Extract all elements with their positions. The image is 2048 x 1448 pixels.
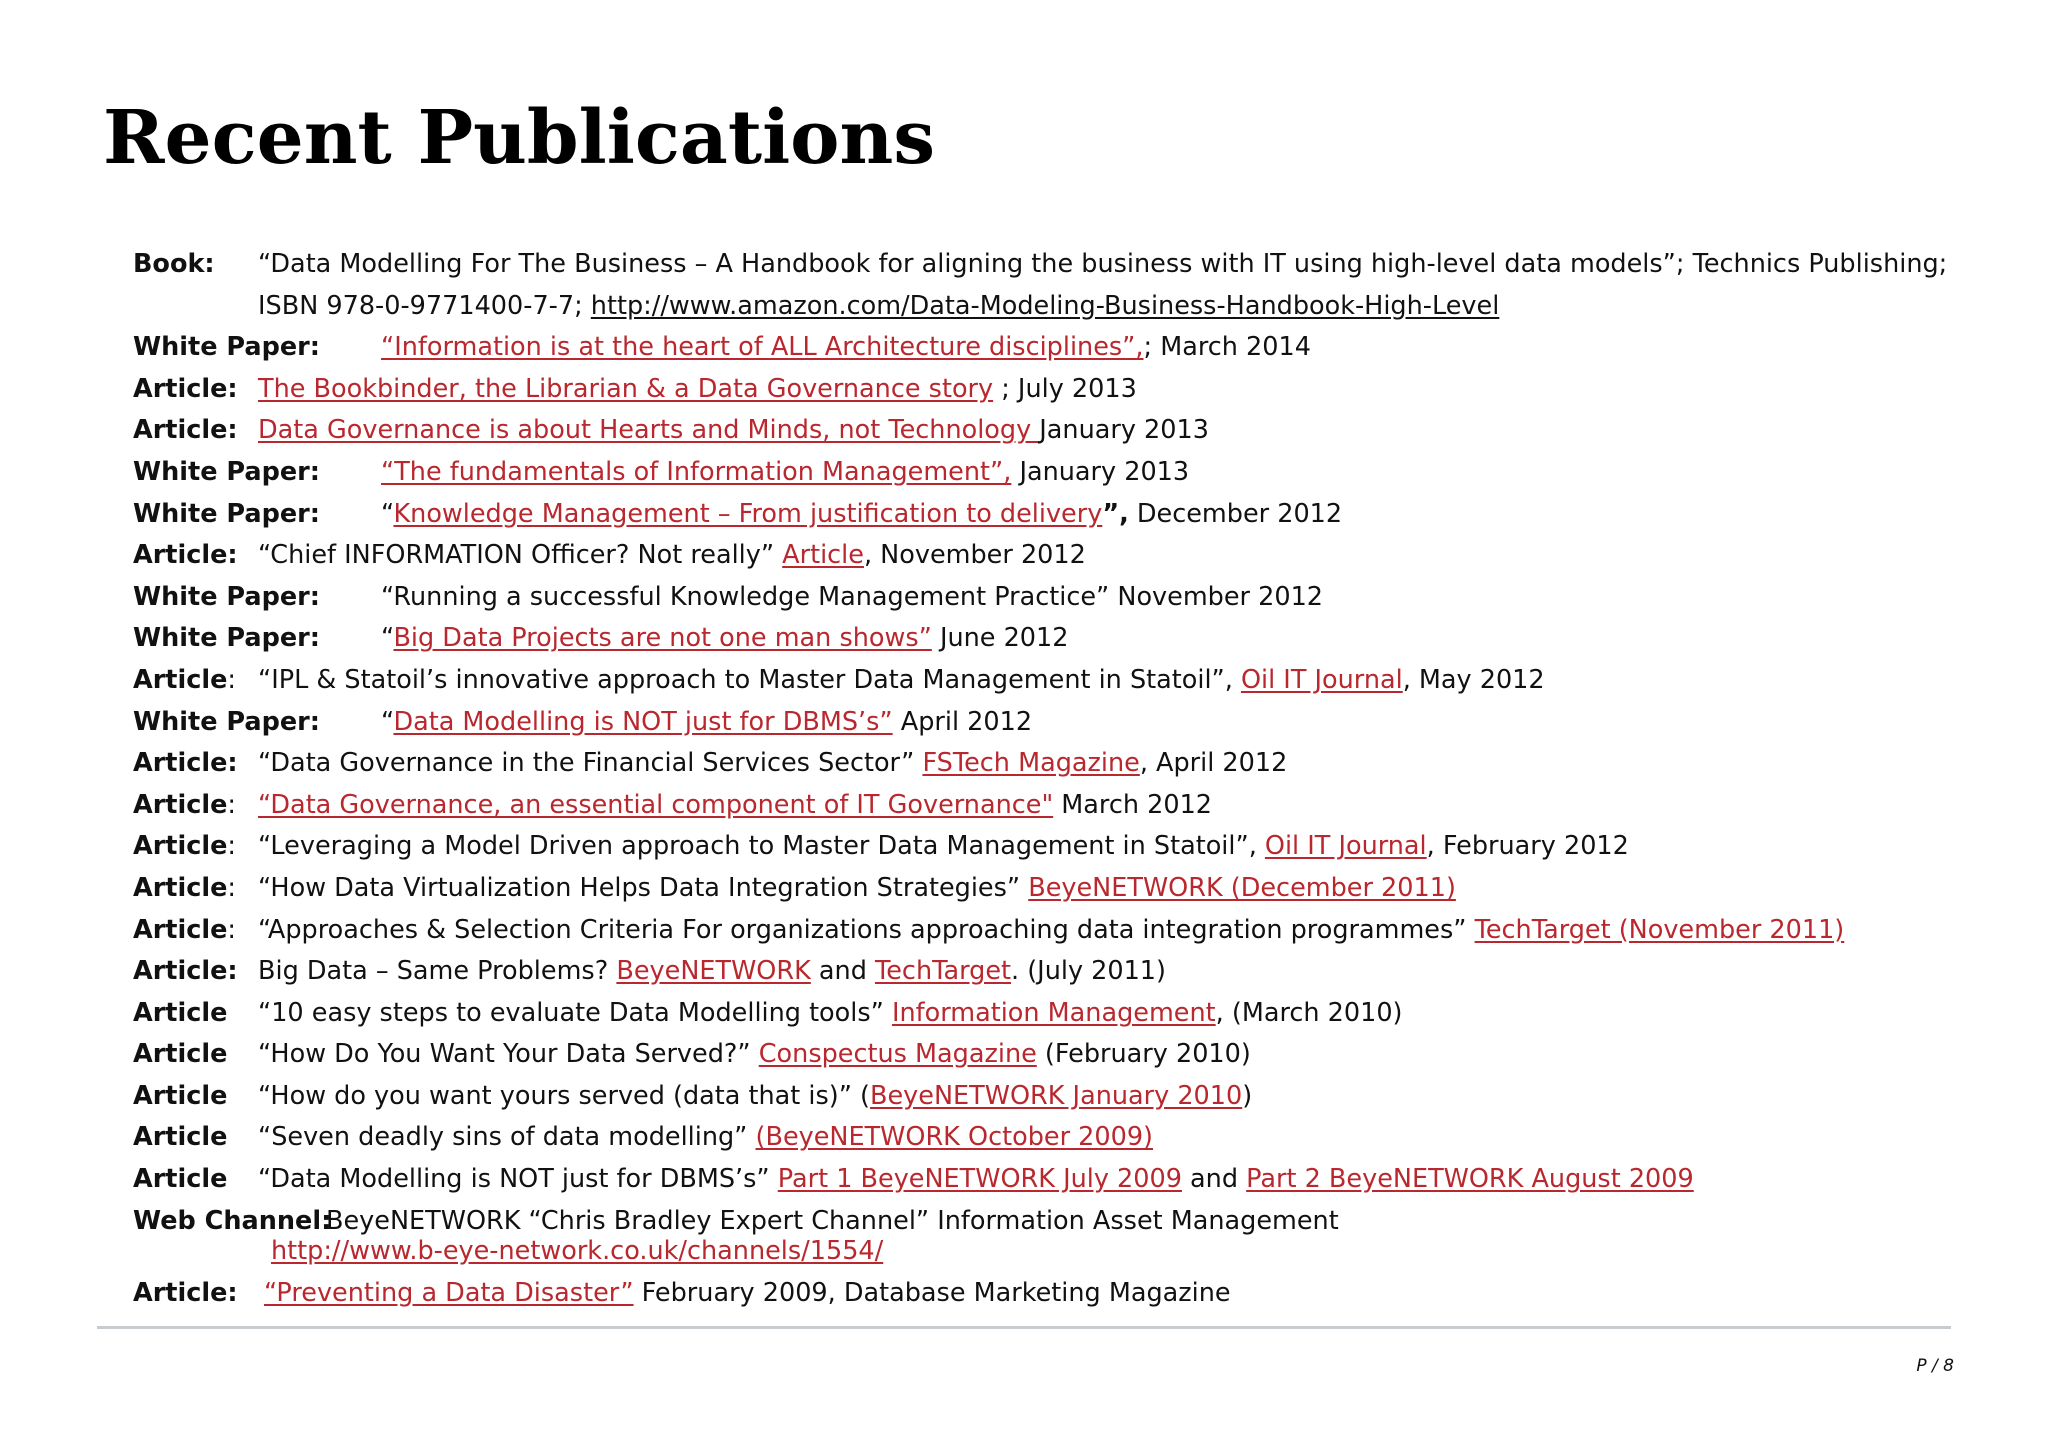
publication-link[interactable]: BeyeNETWORK bbox=[616, 956, 811, 987]
publication-type: Article: bbox=[133, 748, 238, 779]
publication-date: January 2013 bbox=[1011, 456, 1190, 487]
publication-date: December 2012 bbox=[1128, 498, 1343, 529]
publication-item bbox=[133, 577, 1993, 619]
publication-link[interactable]: “Data Governance, an essential component of IT Governance" bbox=[258, 789, 1054, 820]
publication-item bbox=[133, 1076, 1993, 1118]
label-colon: : bbox=[227, 831, 236, 862]
publication-date: , April 2012 bbox=[1139, 748, 1288, 779]
publication-date: February 2009, Database Marketing Magazine bbox=[633, 1277, 1231, 1308]
footer-divider bbox=[97, 1326, 1951, 1329]
publication-title: “IPL & Statoil’s innovative approach to Master Data Management in Statoil”, bbox=[258, 664, 1241, 695]
publication-item bbox=[133, 1159, 1993, 1201]
connector-text: and bbox=[810, 956, 875, 987]
publication-item bbox=[133, 1201, 1993, 1273]
publication-type: White Paper: bbox=[133, 623, 320, 654]
publication-item bbox=[133, 1034, 1993, 1076]
label-colon: : bbox=[227, 872, 236, 903]
publication-link[interactable]: FSTech Magazine bbox=[922, 748, 1140, 779]
publication-item-continued bbox=[133, 286, 1993, 328]
quote-open: “ bbox=[381, 498, 394, 529]
publication-link[interactable]: Data Governance is about Hearts and Minds, not Technology bbox=[258, 415, 1040, 446]
publication-title: Big Data – Same Problems? bbox=[258, 956, 617, 987]
publication-type: Article bbox=[133, 664, 228, 695]
page-number: P / 8 bbox=[1916, 1356, 1954, 1376]
publication-item bbox=[133, 1273, 1993, 1315]
publication-item bbox=[133, 535, 1993, 577]
connector-text: and bbox=[1181, 1164, 1247, 1195]
publication-title: “Approaches & Selection Criteria For organizations approaching data integration programmes” bbox=[258, 914, 1475, 945]
publication-date: March 2012 bbox=[1053, 789, 1213, 820]
publication-type: Article: bbox=[133, 373, 238, 404]
publication-item bbox=[133, 452, 1993, 494]
publication-date: January 2013 bbox=[1039, 415, 1209, 446]
publication-type: Article bbox=[133, 1039, 228, 1070]
publication-item bbox=[133, 1117, 1993, 1159]
publication-item bbox=[133, 244, 1993, 286]
publication-date: ; March 2014 bbox=[1143, 332, 1311, 363]
channel-link[interactable]: http://www.b-eye-network.co.uk/channels/1554/ bbox=[271, 1235, 884, 1266]
publication-type: Article bbox=[133, 1164, 228, 1195]
publication-title: BeyeNETWORK “Chris Bradley Expert Channel” Information Asset Management bbox=[326, 1205, 1339, 1236]
publication-date: . (July 2011) bbox=[1011, 956, 1166, 987]
publication-type: Article bbox=[133, 831, 228, 862]
isbn-text: ISBN 978-0-9771400-7-7; bbox=[258, 290, 591, 321]
publication-type: White Paper: bbox=[133, 498, 320, 529]
publication-text: “Data Modelling For The Business – A Handbook for aligning the business with IT using high-level data models”; Technics Publishing; bbox=[258, 249, 1948, 279]
publication-title: “Chief INFORMATION Officer? Not really” bbox=[258, 540, 783, 571]
publication-title: “How Data Virtualization Helps Data Integration Strategies” bbox=[258, 872, 1029, 903]
publication-item bbox=[133, 868, 1993, 910]
publication-title: “Running a successful Knowledge Management Practice” November 2012 bbox=[381, 581, 1324, 612]
publication-link[interactable]: “Information is at the heart of ALL Architecture disciplines”, bbox=[381, 332, 1144, 363]
publication-link[interactable]: TechTarget (November 2011) bbox=[1474, 914, 1845, 945]
publication-title: “How Do You Want Your Data Served?” bbox=[258, 1039, 759, 1070]
label-colon: : bbox=[227, 914, 236, 945]
publication-link[interactable]: BeyeNETWORK January 2010 bbox=[870, 1080, 1243, 1111]
publication-type: Article: bbox=[133, 956, 238, 987]
publication-link[interactable]: (BeyeNETWORK October 2009) bbox=[755, 1122, 1154, 1153]
publication-item bbox=[133, 951, 1993, 993]
quote-open: “ bbox=[381, 706, 394, 737]
publication-item bbox=[133, 993, 1993, 1035]
publication-type: Article: bbox=[133, 1277, 238, 1308]
publication-link[interactable]: “The fundamentals of Information Management”, bbox=[381, 456, 1012, 487]
publication-link[interactable]: The Bookbinder, the Librarian & a Data Governance story bbox=[258, 373, 994, 404]
publication-type: Article bbox=[133, 1080, 228, 1111]
publication-item bbox=[133, 702, 1993, 744]
publication-link[interactable]: Article bbox=[782, 540, 864, 571]
publication-link[interactable]: BeyeNETWORK (December 2011) bbox=[1028, 872, 1456, 903]
publication-link-secondary[interactable]: TechTarget bbox=[875, 956, 1012, 987]
publication-link[interactable]: Oil IT Journal bbox=[1264, 831, 1427, 862]
publication-title: “Seven deadly sins of data modelling” bbox=[258, 1122, 756, 1153]
publication-type: Article bbox=[133, 997, 228, 1028]
publication-type: Article bbox=[133, 789, 228, 820]
publication-type: White Paper: bbox=[133, 456, 320, 487]
publication-type: Web Channel: bbox=[133, 1205, 332, 1236]
paren-close: ) bbox=[1242, 1080, 1253, 1111]
publication-type: Article bbox=[133, 914, 228, 945]
publication-title: “Leveraging a Model Driven approach to Master Data Management in Statoil”, bbox=[258, 831, 1265, 862]
publication-link[interactable]: Data Modelling is NOT just for DBMS’s” bbox=[393, 706, 893, 737]
publication-date: , May 2012 bbox=[1402, 664, 1545, 695]
publication-title: “How do you want yours served (data that is)” ( bbox=[258, 1080, 870, 1111]
publication-item bbox=[133, 660, 1993, 702]
publication-item bbox=[133, 369, 1993, 411]
quote-open: “ bbox=[381, 623, 394, 654]
publication-link[interactable]: “Preventing a Data Disaster” bbox=[264, 1277, 634, 1308]
publication-date: (February 2010) bbox=[1036, 1039, 1251, 1070]
publication-link[interactable]: Big Data Projects are not one man shows” bbox=[393, 623, 932, 654]
publication-type: Book: bbox=[133, 249, 215, 279]
publication-item bbox=[133, 785, 1993, 827]
publication-date: , (March 2010) bbox=[1215, 997, 1403, 1028]
publication-link[interactable]: Knowledge Management – From justification to delivery bbox=[393, 498, 1103, 529]
publication-item bbox=[133, 327, 1993, 369]
label-colon: : bbox=[227, 664, 236, 695]
publication-link[interactable]: Information Management bbox=[891, 997, 1216, 1028]
publication-item bbox=[133, 910, 1993, 952]
publication-type: White Paper: bbox=[133, 581, 320, 612]
publication-link[interactable]: Part 1 BeyeNETWORK July 2009 bbox=[777, 1164, 1182, 1195]
publication-link[interactable]: Conspectus Magazine bbox=[758, 1039, 1037, 1070]
publication-list bbox=[133, 244, 1993, 1314]
publication-item bbox=[133, 494, 1993, 536]
publication-item bbox=[133, 743, 1993, 785]
publication-type: White Paper: bbox=[133, 332, 320, 363]
amazon-link[interactable]: http://www.amazon.com/Data-Modeling-Business-Handbook-High-Level bbox=[590, 290, 1500, 321]
publication-type: Article: bbox=[133, 540, 238, 571]
page-title: Recent Publications bbox=[103, 95, 935, 181]
publication-type: Article bbox=[133, 1122, 228, 1153]
publication-date: , February 2012 bbox=[1426, 831, 1629, 862]
publication-type: White Paper: bbox=[133, 706, 320, 737]
publication-date: , November 2012 bbox=[863, 540, 1086, 571]
publication-link-secondary[interactable]: Part 2 BeyeNETWORK August 2009 bbox=[1246, 1164, 1694, 1195]
publication-date: April 2012 bbox=[892, 706, 1033, 737]
publication-item bbox=[133, 410, 1993, 452]
publication-title: “10 easy steps to evaluate Data Modelling tools” bbox=[258, 997, 892, 1028]
publication-type: Article bbox=[133, 872, 228, 903]
publication-item bbox=[133, 618, 1993, 660]
publication-date: June 2012 bbox=[931, 623, 1069, 654]
quote-close: ”, bbox=[1102, 498, 1129, 529]
publication-type: Article: bbox=[133, 415, 238, 446]
publication-title: “Data Modelling is NOT just for DBMS’s” bbox=[258, 1164, 778, 1195]
publication-item bbox=[133, 826, 1993, 868]
publication-date: ; July 2013 bbox=[993, 373, 1137, 404]
publication-title: “Data Governance in the Financial Services Sector” bbox=[258, 748, 923, 779]
publication-link[interactable]: Oil IT Journal bbox=[1240, 664, 1403, 695]
label-colon: : bbox=[227, 789, 236, 820]
